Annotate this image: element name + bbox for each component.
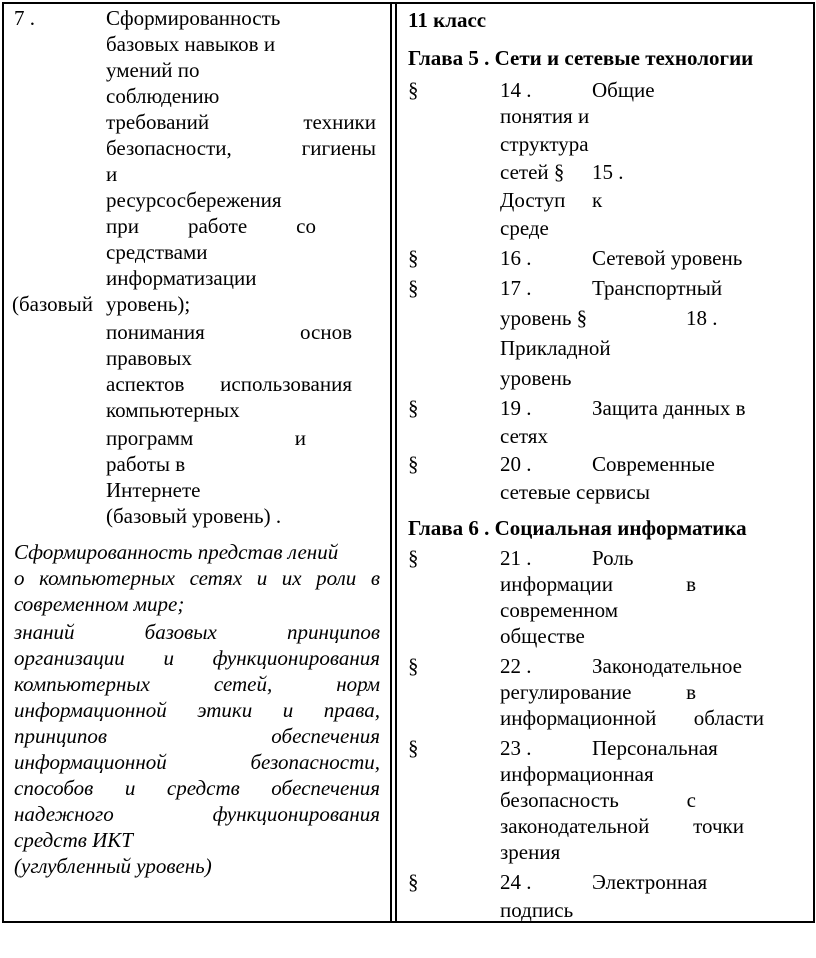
item-number: 14 . <box>500 78 532 102</box>
word: этики <box>197 698 253 722</box>
item-title: Законодательное <box>592 654 742 678</box>
item-line <box>500 680 696 704</box>
item-number: 21 . <box>500 546 532 570</box>
item-number: 24 . <box>500 870 532 894</box>
section-mark: § <box>408 396 419 420</box>
word: функционирования <box>212 802 380 826</box>
word: базовых <box>144 620 217 644</box>
item-line: к <box>592 188 603 212</box>
word: со <box>296 214 316 238</box>
competence-line: умений по <box>106 58 200 82</box>
word: законодательной <box>500 814 650 838</box>
word: информации <box>500 572 613 596</box>
level-label: (базовый <box>12 292 93 316</box>
item-line <box>500 814 744 838</box>
word: техники <box>303 110 376 134</box>
item-number: 18 . <box>686 306 718 330</box>
chapter-6-title: Глава 6 . Социальная информатика <box>408 516 747 540</box>
word: организации <box>14 646 125 670</box>
item-line: понятия и <box>500 104 590 128</box>
section-mark: § <box>408 452 419 476</box>
class-title: 11 класс <box>408 8 487 32</box>
section-mark: § <box>408 736 419 760</box>
word: требований <box>106 110 210 134</box>
item-line: уровень § <box>500 306 588 330</box>
competence-line <box>106 214 316 238</box>
item-line: современном <box>500 598 619 622</box>
competence-line: ресурсосбережения <box>106 188 282 212</box>
item-line: сетевые сервисы <box>500 480 650 504</box>
word: безопасность <box>500 788 619 812</box>
word: информационной <box>14 750 167 774</box>
competence-line: работы в <box>106 452 186 476</box>
word: области <box>693 706 764 730</box>
section-mark: § <box>408 78 419 102</box>
competence-line: Интернете <box>106 478 201 502</box>
item-title: Персональная <box>592 736 718 760</box>
competence-line: правовых <box>106 346 192 370</box>
item-number: 19 . <box>500 396 532 420</box>
advanced-line: современном мире; <box>14 592 185 616</box>
competence-line: (базовый уровень) . <box>106 504 282 528</box>
item-title: Защита данных в <box>592 396 746 420</box>
competence-line: средствами <box>106 240 208 264</box>
item-number: 15 . <box>592 160 624 184</box>
item-title: Сетевой уровень <box>592 246 743 270</box>
section-mark: § <box>408 246 419 270</box>
advanced-line <box>14 724 380 748</box>
word: в <box>686 572 696 596</box>
word: компьютерных <box>39 566 175 590</box>
word: использования <box>220 372 352 396</box>
section-mark: § <box>408 276 419 300</box>
section-mark: § <box>408 654 419 678</box>
item-number: 22 . <box>500 654 532 678</box>
advanced-line: средств ИКТ <box>14 828 133 852</box>
item-line: информационная <box>500 762 654 786</box>
item-line <box>500 788 696 812</box>
item-line: сетей § <box>500 160 565 184</box>
competence-line: компьютерных <box>106 398 240 422</box>
item-line: Доступ <box>500 188 566 212</box>
competence-line <box>106 136 376 160</box>
word: роли <box>316 566 357 590</box>
item-line: Прикладной <box>500 336 611 360</box>
word: безопасности, <box>250 750 380 774</box>
word: и <box>294 426 306 450</box>
word: в <box>686 680 696 704</box>
column-divider-inner <box>395 2 397 923</box>
competence-line: информатизации <box>106 266 257 290</box>
item-line: среде <box>500 216 549 240</box>
word: основ <box>300 320 352 344</box>
word: точки <box>693 814 744 838</box>
advanced-line <box>14 776 380 800</box>
word: права, <box>323 698 380 722</box>
chapter-5-title: Глава 5 . Сети и сетевые технологии <box>408 46 754 70</box>
item-title: Роль <box>592 546 634 570</box>
item-title: Общие <box>592 78 655 102</box>
word: программ <box>106 426 194 450</box>
competence-line: и <box>106 162 118 186</box>
word: и <box>282 698 294 722</box>
word: понимания <box>106 320 205 344</box>
item-number: 20 . <box>500 452 532 476</box>
section-mark: § <box>408 546 419 570</box>
item-line <box>500 572 696 596</box>
word: обеспечения <box>271 776 380 800</box>
word: обеспечения <box>271 724 380 748</box>
item-line: структура <box>500 132 589 156</box>
item-number: 23 . <box>500 736 532 760</box>
word: принципов <box>14 724 108 748</box>
advanced-line <box>14 620 380 644</box>
column-divider <box>390 2 392 923</box>
word: их <box>281 566 302 590</box>
word: средств <box>166 776 240 800</box>
competence-line <box>106 426 306 450</box>
competence-line: Сформированность <box>106 6 281 30</box>
advanced-line <box>14 646 380 670</box>
word: принципов <box>286 620 380 644</box>
competence-line: соблюдению <box>106 84 220 108</box>
word: и <box>256 566 268 590</box>
advanced-line <box>14 802 380 826</box>
item-number: 16 . <box>500 246 532 270</box>
advanced-line <box>14 698 380 722</box>
word: о <box>14 566 25 590</box>
word: сетях <box>189 566 243 590</box>
word: знаний <box>14 620 75 644</box>
item-number: 17 . <box>500 276 532 300</box>
word: работе <box>187 214 248 238</box>
word: надежного <box>14 802 114 826</box>
word: и <box>124 776 136 800</box>
item-line <box>500 706 764 730</box>
word: способов <box>14 776 94 800</box>
word: сетей, <box>213 672 273 696</box>
word: с <box>686 788 696 812</box>
advanced-line: (углубленный уровень) <box>14 854 212 878</box>
competence-line <box>106 372 352 396</box>
item-title: Современные <box>592 452 715 476</box>
competence-line: уровень); <box>106 292 191 316</box>
word: при <box>106 214 139 238</box>
word: функционирования <box>212 646 380 670</box>
item-line: сетях <box>500 424 548 448</box>
item-line: обществе <box>500 624 585 648</box>
word: регулирование <box>500 680 632 704</box>
item-title: Электронная <box>592 870 708 894</box>
advanced-line: Сформированность представ лений <box>14 540 339 564</box>
word: безопасности, <box>106 136 232 160</box>
word: аспектов <box>106 372 185 396</box>
word: и <box>163 646 174 670</box>
item-title: Транспортный <box>592 276 723 300</box>
competence-line <box>106 320 352 344</box>
word: норм <box>336 672 380 696</box>
word: гигиены <box>301 136 376 160</box>
advanced-line <box>14 750 380 774</box>
word: информационной <box>500 706 657 730</box>
advanced-line <box>14 566 380 590</box>
advanced-line <box>14 672 380 696</box>
item-line: уровень <box>500 366 572 390</box>
item-line: подпись <box>500 898 574 922</box>
word: информационной <box>14 698 167 722</box>
section-mark: § <box>408 870 419 894</box>
word: компьютерных <box>14 672 150 696</box>
item-line: зрения <box>500 840 561 864</box>
word: в <box>370 566 380 590</box>
competence-line: базовых навыков и <box>106 32 276 56</box>
row-number: 7 . <box>14 6 35 30</box>
competence-line <box>106 110 376 134</box>
